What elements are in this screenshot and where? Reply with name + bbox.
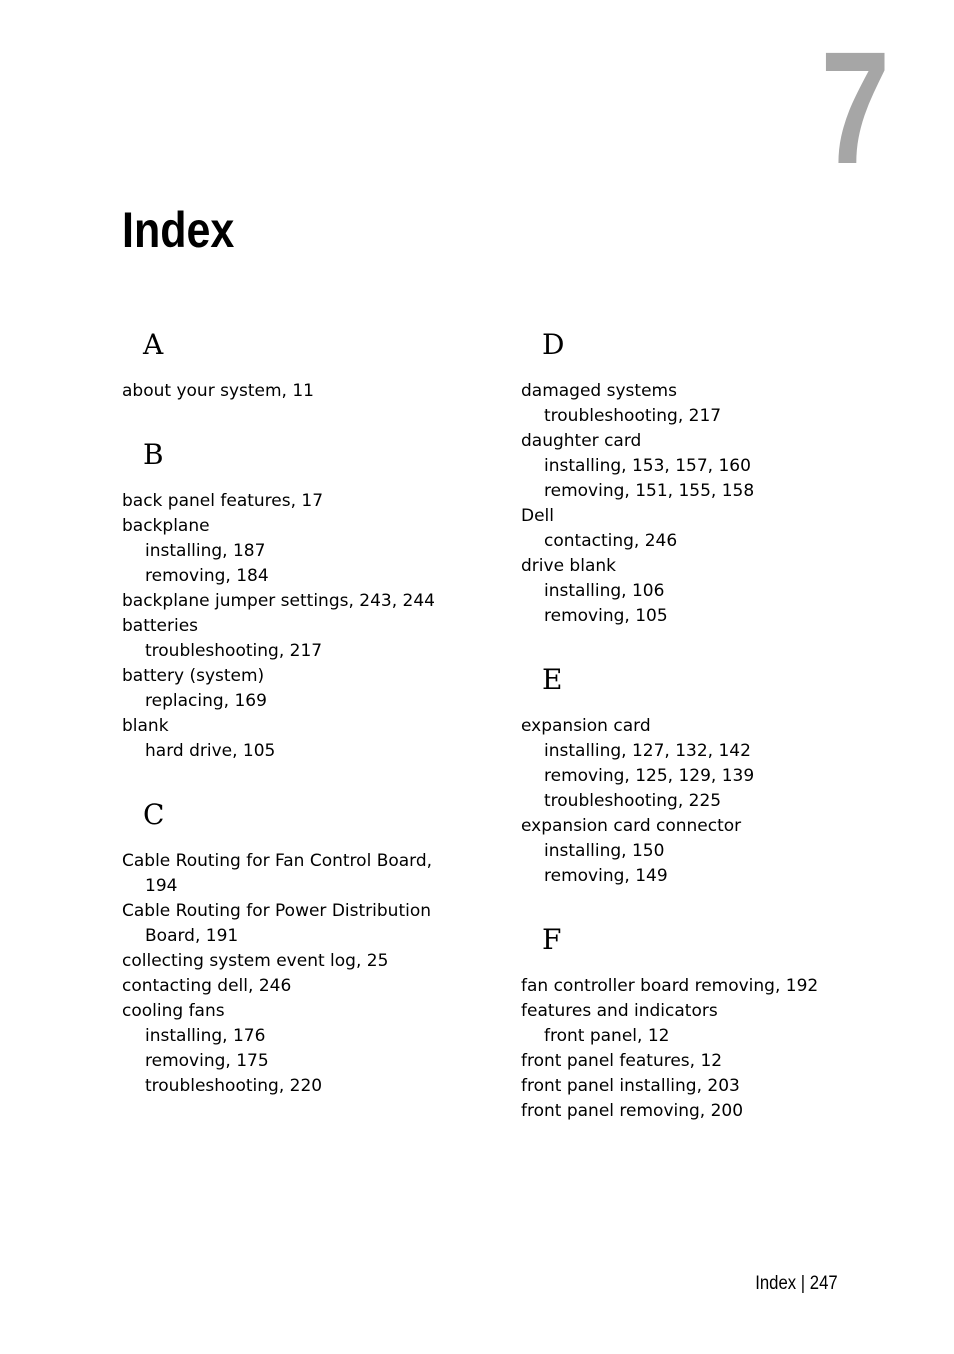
index-entry <box>521 714 901 739</box>
index-entry <box>521 504 901 529</box>
index-section-c <box>122 796 502 1099</box>
index-entry <box>122 714 502 739</box>
index-entry <box>122 614 502 639</box>
index-entry-text: front panel features, 12 <box>521 1051 723 1071</box>
index-entry-text: expansion card <box>521 716 651 736</box>
index-subentry: installing, 106 <box>544 581 665 601</box>
index-entry-text: collecting system event log, 25 <box>122 951 389 971</box>
index-subentry: hard drive, 105 <box>145 741 276 761</box>
index-entry <box>122 999 502 1024</box>
index-subentry: front panel, 12 <box>544 1026 670 1046</box>
index-entry-text: back panel features, 17 <box>122 491 324 511</box>
chapter-number: 7 <box>820 18 890 197</box>
index-entry-text: about your system, 11 <box>122 381 314 401</box>
index-entry-text: Cable Routing for Fan Control Board, <box>122 851 433 871</box>
index-entry <box>122 379 502 404</box>
index-entry <box>521 974 901 999</box>
index-entry <box>122 589 502 614</box>
index-entry-text: Cable Routing for Power Distribution <box>122 901 432 921</box>
index-entry-continuation: 194 <box>145 876 178 896</box>
index-entry-text: fan controller board removing, 192 <box>521 976 819 996</box>
index-entry <box>122 974 502 999</box>
index-entry <box>122 514 502 539</box>
section-letter: D <box>542 328 565 361</box>
index-subentry: troubleshooting, 220 <box>145 1076 323 1096</box>
index-entry-text: features and indicators <box>521 1001 718 1021</box>
index-entry <box>521 554 901 579</box>
index-subentry: removing, 175 <box>145 1051 269 1071</box>
footer-page-number: 247 <box>810 1273 838 1294</box>
index-section-d <box>521 326 901 629</box>
index-subentry: installing, 150 <box>544 841 665 861</box>
index-subentry: replacing, 169 <box>145 691 267 711</box>
index-subentry: installing, 127, 132, 142 <box>544 741 751 761</box>
section-letter: B <box>143 438 164 471</box>
index-entry <box>521 379 901 404</box>
index-entry-text: front panel installing, 203 <box>521 1076 740 1096</box>
index-entry-text: batteries <box>122 616 199 636</box>
index-subentry: troubleshooting, 217 <box>544 406 722 426</box>
index-entry <box>122 489 502 514</box>
index-entry-text: drive blank <box>521 556 616 576</box>
index-entry <box>521 429 901 454</box>
index-entry <box>521 999 901 1024</box>
footer-separator: | <box>801 1273 806 1294</box>
index-subentry: removing, 105 <box>544 606 668 626</box>
index-entry-text: battery (system) <box>122 666 265 686</box>
section-letter: A <box>143 328 164 361</box>
index-subentry: troubleshooting, 217 <box>145 641 323 661</box>
index-subentry: removing, 125, 129, 139 <box>544 766 755 786</box>
index-entry <box>122 899 502 949</box>
index-entry <box>521 814 901 839</box>
index-entry <box>521 1074 901 1099</box>
index-entry-text: blank <box>122 716 169 736</box>
index-entry <box>122 849 502 899</box>
index-subentry: installing, 187 <box>145 541 266 561</box>
index-entry-text: damaged systems <box>521 381 677 401</box>
index-section-e <box>521 661 901 889</box>
index-entry <box>122 664 502 689</box>
index-entry <box>521 1049 901 1074</box>
index-subentry: removing, 184 <box>145 566 269 586</box>
section-letter: C <box>143 798 165 831</box>
page-footer <box>756 1270 838 1298</box>
index-entry-text: daughter card <box>521 431 642 451</box>
index-subentry: removing, 149 <box>544 866 668 886</box>
index-subentry: troubleshooting, 225 <box>544 791 722 811</box>
index-entry-text: cooling fans <box>122 1001 225 1021</box>
index-entry-text: contacting dell, 246 <box>122 976 292 996</box>
index-column-right <box>521 326 901 1124</box>
index-section-a <box>122 326 502 404</box>
index-entry-text: front panel removing, 200 <box>521 1101 744 1121</box>
index-entry <box>521 1099 901 1124</box>
index-entry-text: backplane <box>122 516 210 536</box>
section-letter: F <box>542 923 562 956</box>
index-subentry: removing, 151, 155, 158 <box>544 481 755 501</box>
index-subentry: installing, 176 <box>145 1026 266 1046</box>
footer-label: Index <box>755 1273 797 1294</box>
index-subentry: contacting, 246 <box>544 531 678 551</box>
index-section-f <box>521 921 901 1124</box>
index-subentry: installing, 153, 157, 160 <box>544 456 751 476</box>
page-title: Index <box>122 202 235 258</box>
index-section-b <box>122 436 502 764</box>
section-letter: E <box>542 663 563 696</box>
index-entry-text: Dell <box>521 506 554 526</box>
index-column-left <box>122 326 502 1099</box>
index-entry-text: expansion card connector <box>521 816 742 836</box>
index-entry <box>122 949 502 974</box>
index-entry-text: backplane jumper settings, 243, 244 <box>122 591 435 611</box>
index-entry-continuation: Board, 191 <box>145 926 239 946</box>
